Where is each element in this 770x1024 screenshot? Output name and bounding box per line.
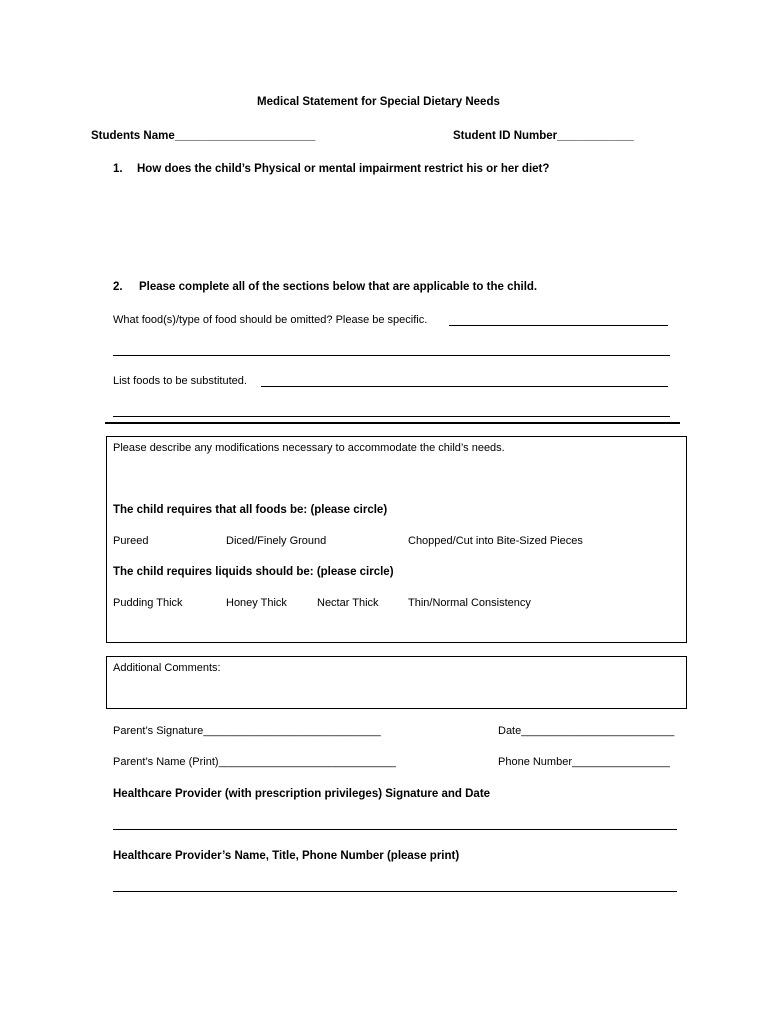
substitute-foods-line-1[interactable] bbox=[261, 386, 668, 387]
liquid-option-pudding[interactable]: Pudding Thick bbox=[113, 597, 183, 609]
food-option-chopped[interactable]: Chopped/Cut into Bite-Sized Pieces bbox=[408, 535, 583, 547]
liquid-option-thin[interactable]: Thin/Normal Consistency bbox=[408, 597, 531, 609]
question-1-text: How does the child’s Physical or mental impairment restrict his or her diet? bbox=[137, 163, 550, 175]
students-name-line: ______________________ bbox=[174, 130, 316, 142]
substitute-foods-line-2[interactable] bbox=[113, 416, 670, 417]
parent-name-line: _____________________________ bbox=[218, 756, 396, 768]
foods-heading: The child requires that all foods be: (please circle) bbox=[113, 504, 388, 516]
student-id-line: ____________ bbox=[557, 130, 634, 142]
provider-name-line[interactable] bbox=[113, 891, 677, 892]
parent-signature-label: Parent’s Signature bbox=[113, 725, 204, 737]
food-option-diced[interactable]: Diced/Finely Ground bbox=[226, 535, 327, 547]
parent-signature-field[interactable] bbox=[113, 724, 381, 738]
date-label: Date bbox=[498, 725, 522, 737]
liquids-heading: The child requires liquids should be: (please circle) bbox=[113, 566, 394, 578]
additional-comments-label: Additional Comments: bbox=[113, 662, 221, 674]
omit-foods-line-1[interactable] bbox=[449, 325, 668, 326]
substitute-foods-label: List foods to be substituted. bbox=[113, 375, 247, 387]
additional-comments-box[interactable] bbox=[106, 656, 687, 709]
section-divider bbox=[105, 422, 680, 424]
parent-name-label: Parent’s Name (Print) bbox=[113, 756, 219, 768]
students-name-label: Students Name bbox=[91, 130, 175, 142]
phone-number-field[interactable] bbox=[498, 755, 670, 769]
modifications-box bbox=[106, 436, 687, 643]
phone-number-line: ________________ bbox=[572, 756, 670, 768]
student-id-label: Student ID Number bbox=[453, 130, 558, 142]
food-option-pureed[interactable]: Pureed bbox=[113, 535, 149, 547]
provider-name-heading: Healthcare Provider’s Name, Title, Phone Number (please print) bbox=[113, 850, 460, 862]
parent-name-field[interactable] bbox=[113, 755, 396, 769]
question-2-number: 2. bbox=[113, 281, 123, 293]
form-title: Medical Statement for Special Dietary Needs bbox=[257, 96, 500, 108]
question-1-number: 1. bbox=[113, 163, 123, 175]
date-field[interactable] bbox=[498, 724, 674, 738]
parent-signature-line: _____________________________ bbox=[203, 725, 381, 737]
question-2-text: Please complete all of the sections below that are applicable to the child. bbox=[139, 281, 538, 293]
modifications-label: Please describe any modifications necessary to accommodate the child’s needs. bbox=[113, 442, 505, 454]
date-line: _________________________ bbox=[521, 725, 675, 737]
students-name-field[interactable] bbox=[91, 129, 315, 143]
omit-foods-label: What food(s)/type of food should be omitted? Please be specific. bbox=[113, 314, 428, 326]
liquid-option-honey[interactable]: Honey Thick bbox=[226, 597, 287, 609]
provider-signature-heading: Healthcare Provider (with prescription privileges) Signature and Date bbox=[113, 788, 491, 800]
omit-foods-line-2[interactable] bbox=[113, 355, 670, 356]
phone-number-label: Phone Number bbox=[498, 756, 572, 768]
student-id-field[interactable] bbox=[453, 129, 634, 143]
liquid-option-nectar[interactable]: Nectar Thick bbox=[317, 597, 379, 609]
provider-signature-line[interactable] bbox=[113, 829, 677, 830]
